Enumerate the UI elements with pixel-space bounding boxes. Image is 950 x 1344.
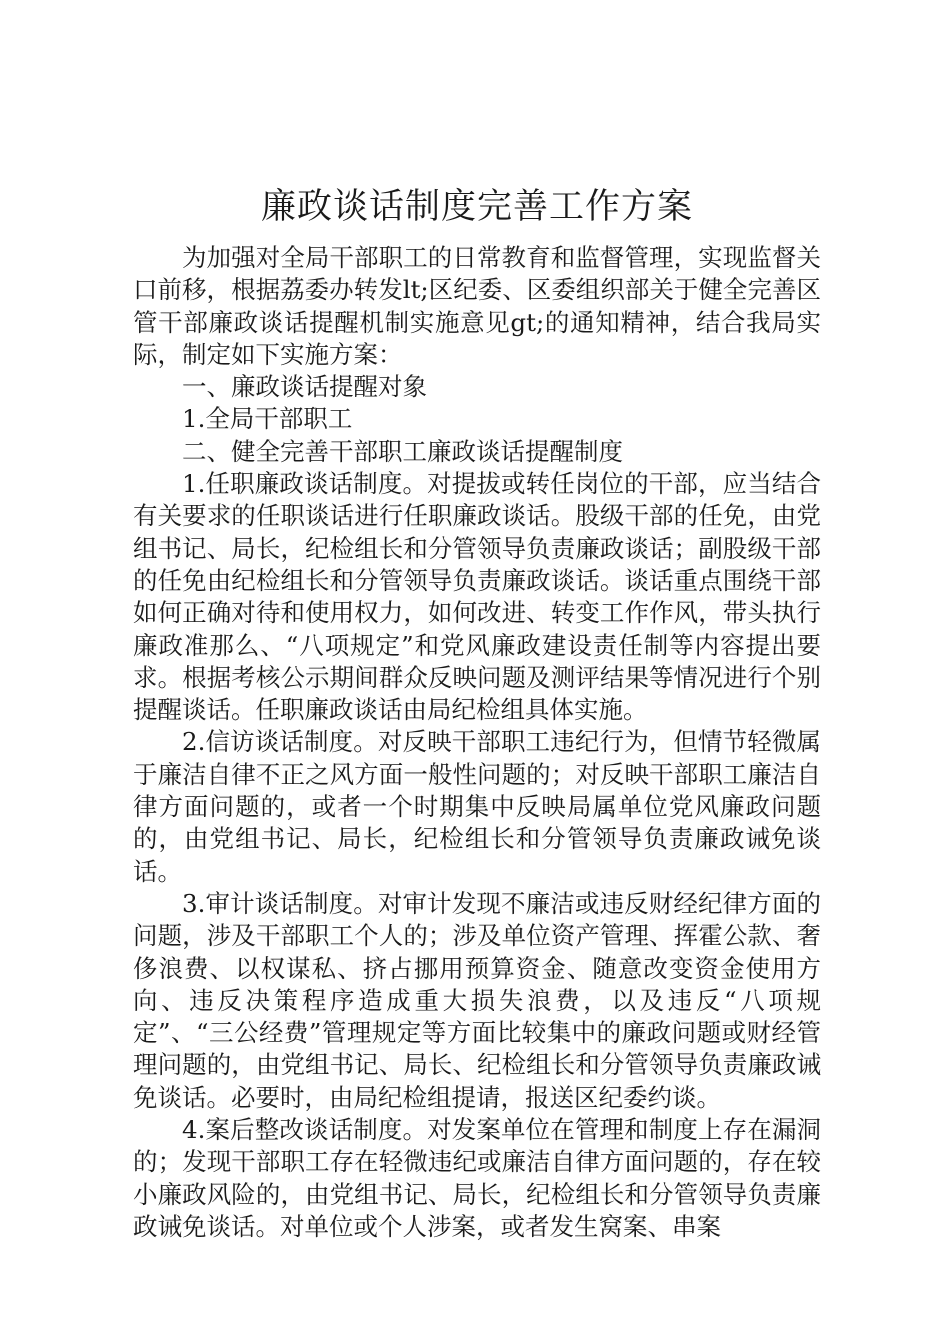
section-heading-1: 一、廉政谈话提醒对象 — [182, 372, 427, 402]
section-heading-2: 二、健全完善干部职工廉政谈话提醒制度 — [182, 436, 623, 466]
paragraph-item-2: 2.信访谈话制度。对反映干部职工违纪行为，但情节轻微属于廉洁自律不正之风方面一般性问题的；对反映干部职工廉洁自律方面问题的，或者一个时期集中反映局属单位党风廉政问题的，由党组书记、局长，纪检组长和分管领导负责廉政诫免谈话。 — [133, 727, 821, 886]
paragraph-item-1: 1.任职廉政谈话制度。对提拔或转任岗位的干部，应当结合有关要求的任职谈话进行任职廉政谈话。股级干部的任免，由党组书记、局长，纪检组长和分管领导负责廉政谈话；副股级干部的任免由纪检组长和分管领导负责廉政谈话。谈话重点围绕干部如何正确对待和使用权力，如何改进、转变工作作风，带头执行廉政准那么、“八项规定”和党风廉政建设责任制等内容提出要求。根据考核公示期间群众反映问题及测评结果等情况进行个别提醒谈话。任职廉政谈话由局纪检组具体实施。 — [133, 469, 821, 725]
list-item-1: 1.全局干部职工 — [182, 404, 353, 434]
paragraph-intro: 为加强对全局干部职工的日常教育和监督管理，实现监督关口前移，根据荔委办转发lt;区纪委、区委组织部关于健全完善区管干部廉政谈话提醒机制实施意见gt;的通知精神，结合我局实际，制定如下实施方案： — [133, 243, 821, 369]
document-title: 廉政谈话制度完善工作方案 — [260, 187, 693, 227]
document-body — [133, 242, 821, 1243]
paragraph-item-4: 4.案后整改谈话制度。对发案单位在管理和制度上存在漏洞的；发现干部职工存在轻微违纪或廉洁自律方面问题的，存在较小廉政风险的，由党组书记、局长，纪检组长和分管领导负责廉政诫免谈话。对单位或个人涉案，或者发生窝案、串案 — [133, 1115, 821, 1241]
paragraph-item-3: 3.审计谈话制度。对审计发现不廉洁或违反财经纪律方面的问题，涉及干部职工个人的；涉及单位资产管理、挥霍公款、奢侈浪费、以权谋私、挤占挪用预算资金、随意改变资金使用方向、违反决策程序造成重大损失浪费，以及违反“八项规定”、“三公经费”管理规定等方面比较集中的廉政问题或财经管理问题的，由党组书记、局长、纪检组长和分管领导负责廉政诫免谈话。必要时，由局纪检组提请，报送区纪委约谈。 — [133, 888, 821, 1112]
document-page — [133, 180, 821, 1243]
